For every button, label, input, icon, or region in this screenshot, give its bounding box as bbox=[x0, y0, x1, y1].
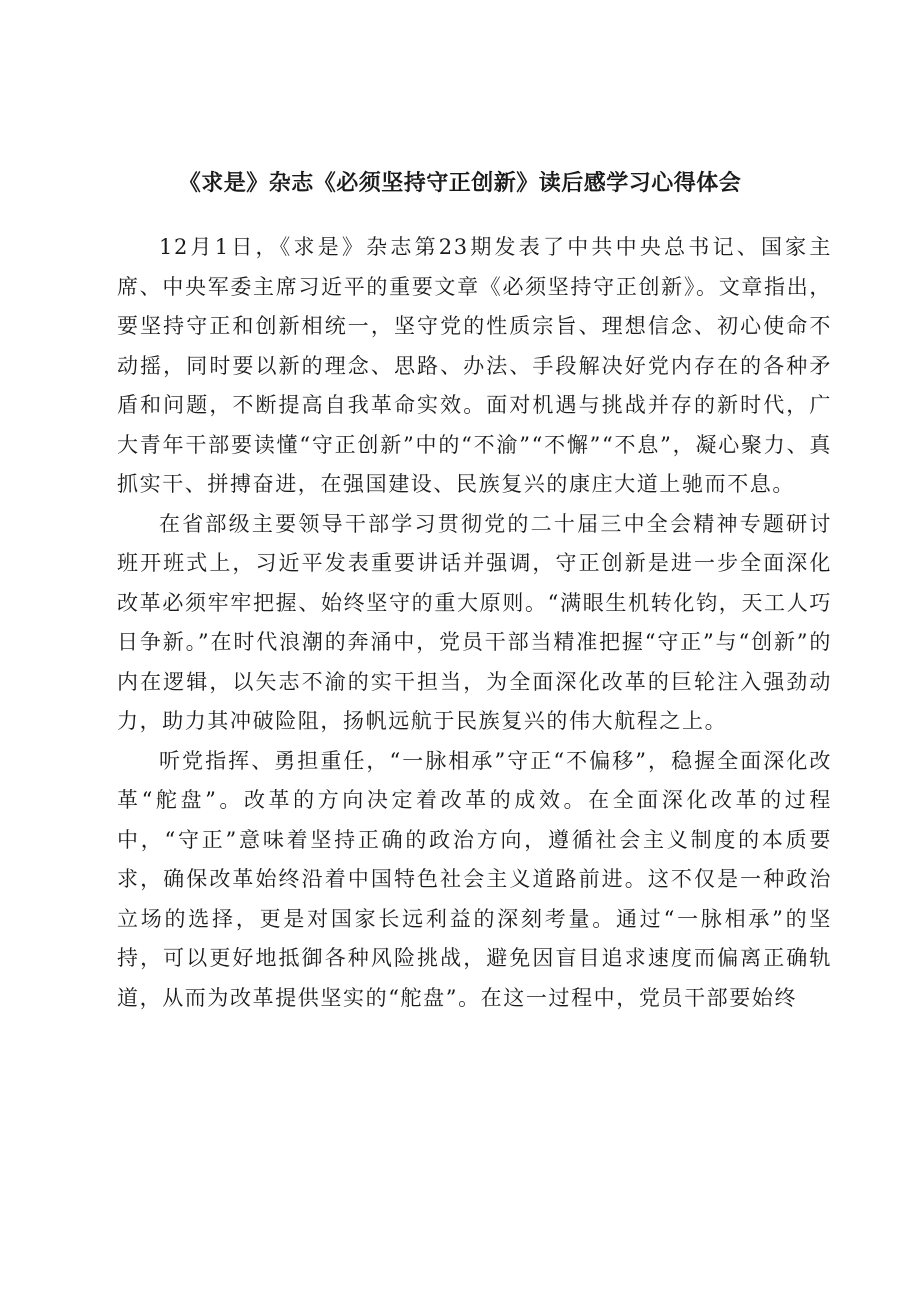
body-paragraph-1: 12月1日，《求是》杂志第23期发表了中共中央总书记、国家主席、中央军委主席习近平的重要文章《必须坚持守正创新》。文章指出，要坚持守正和创新相统一，坚守党的性质宗旨、理想信念、初心使命不动摇，同时要以新的理念、思路、办法、手段解决好党内存在的各种矛盾和问题，不断提高自我革命实效。面对机遇与挑战并存的新时代，广大青年干部要读懂“守正创新”中的“不渝”“不懈”“不息”，凝心聚力、真抓实干、拼搏奋进，在强国建设、民族复兴的康庄大道上驰而不息。 bbox=[117, 235, 832, 496]
body-paragraph-2: 在省部级主要领导干部学习贯彻党的二十届三中全会精神专题研讨班开班式上，习近平发表重要讲话并强调，守正创新是进一步全面深化改革必须牢牢把握、始终坚守的重大原则。“满眼生机转化钧，天工人巧日争新。”在时代浪潮的奔涌中，党员干部当精准把握“守正”与“创新”的内在逻辑，以矢志不渝的实干担当，为全面深化改革的巨轮注入强劲动力，助力其冲破险阻，扬帆远航于民族复兴的伟大航程之上。 bbox=[117, 511, 832, 733]
body-paragraph-3: 听党指挥、勇担重任，“一脉相承”守正“不偏移”，稳握全面深化改革“舵盘”。改革的方向决定着改革的成效。在全面深化改革的过程中，“守正”意味着坚持正确的政治方向，遵循社会主义制度的本质要求，确保改革始终沿着中国特色社会主义道路前进。这不仅是一种政治立场的选择，更是对国家长远利益的深刻考量。通过“一脉相承”的坚持，可以更好地抵御各种风险挑战，避免因盲目追求速度而偏离正确轨道，从而为改革提供坚实的“舵盘”。在这一过程中，党员干部要始终 bbox=[117, 748, 832, 1010]
document-body bbox=[117, 228, 832, 1018]
document-title: 《求是》杂志《必须坚持守正创新》读后感学习心得体会 bbox=[178, 171, 742, 196]
